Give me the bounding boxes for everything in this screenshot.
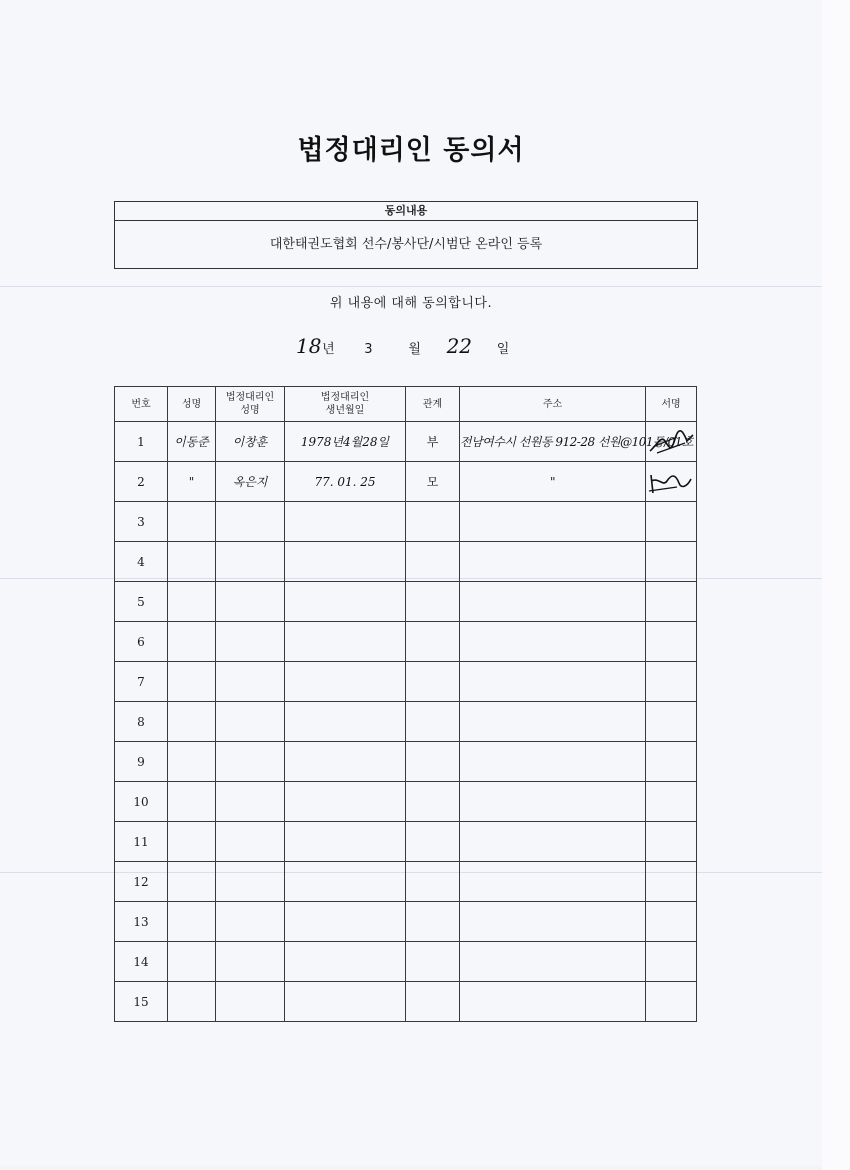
consent-box [114,201,698,269]
row-address: 전남여수시 선원동 912-28 선원@101동/01호 [460,422,646,462]
header-name: 성명 [168,387,216,422]
guardian-table [114,386,697,1022]
row-guardian-name: 옥은지 [216,462,285,502]
table-row [115,702,697,742]
row-guardian-birth: 77. 01. 25 [285,462,406,502]
table-header-row [115,387,697,422]
page-title: 법정대리인 동의서 [297,135,525,166]
row-relation: 모 [406,462,460,502]
row-no: 4 [115,542,168,582]
row-no: 2 [115,462,168,502]
header-guardian-birth: 법정대리인 생년월일 [285,387,406,422]
date-month: 3 [364,342,373,357]
consent-body: 대한태권도협회 선수/봉사단/시범단 온라인 등록 [269,237,543,252]
table-row [115,862,697,902]
row-no: 15 [115,982,168,1022]
date-day-unit: 일 [496,342,510,357]
row-name: 이동준 [168,422,216,462]
row-relation: 부 [406,422,460,462]
date-month-unit: 월 [408,342,421,357]
row-no: 13 [115,902,168,942]
row-address: " [460,462,646,502]
row-no: 1 [115,422,168,462]
row-no: 8 [115,702,168,742]
header-relation: 관계 [406,387,460,422]
header-no: 번호 [115,387,168,422]
row-name: " [168,462,216,502]
table-row [115,942,697,982]
row-no: 3 [115,502,168,542]
fold-line [0,286,822,287]
consent-header: 동의내용 [115,202,697,221]
date-day: 22 [446,334,473,358]
header-guardian-name: 법정대리인 성명 [216,387,285,422]
table-row [115,622,697,662]
row-guardian-birth: 1978년4월28일 [285,422,406,462]
table-row [115,742,697,782]
header-signature: 서명 [646,387,697,422]
agree-statement: 위 내용에 대해 동의합니다. [329,296,493,311]
row-guardian-name: 이창훈 [216,422,285,462]
header-address: 주소 [460,387,646,422]
date-year-unit: 년 [322,342,335,357]
row-no: 9 [115,742,168,782]
table-row [115,822,697,862]
row-no: 6 [115,622,168,662]
table-row [115,582,697,622]
table-row [115,662,697,702]
row-no: 12 [115,862,168,902]
row-no: 11 [115,822,168,862]
row-no: 14 [115,942,168,982]
table-row [115,782,697,822]
date-year: 18 [296,334,322,358]
row-no: 7 [115,662,168,702]
signature-scribble-icon [647,467,695,497]
table-row [115,422,697,462]
table-row [115,542,697,582]
table-row [115,982,697,1022]
date-line [296,334,509,358]
scan-edge [822,0,850,1170]
row-signature [646,462,697,502]
row-no: 10 [115,782,168,822]
table-row [115,462,697,502]
row-no: 5 [115,582,168,622]
table-row [115,902,697,942]
table-row [115,502,697,542]
